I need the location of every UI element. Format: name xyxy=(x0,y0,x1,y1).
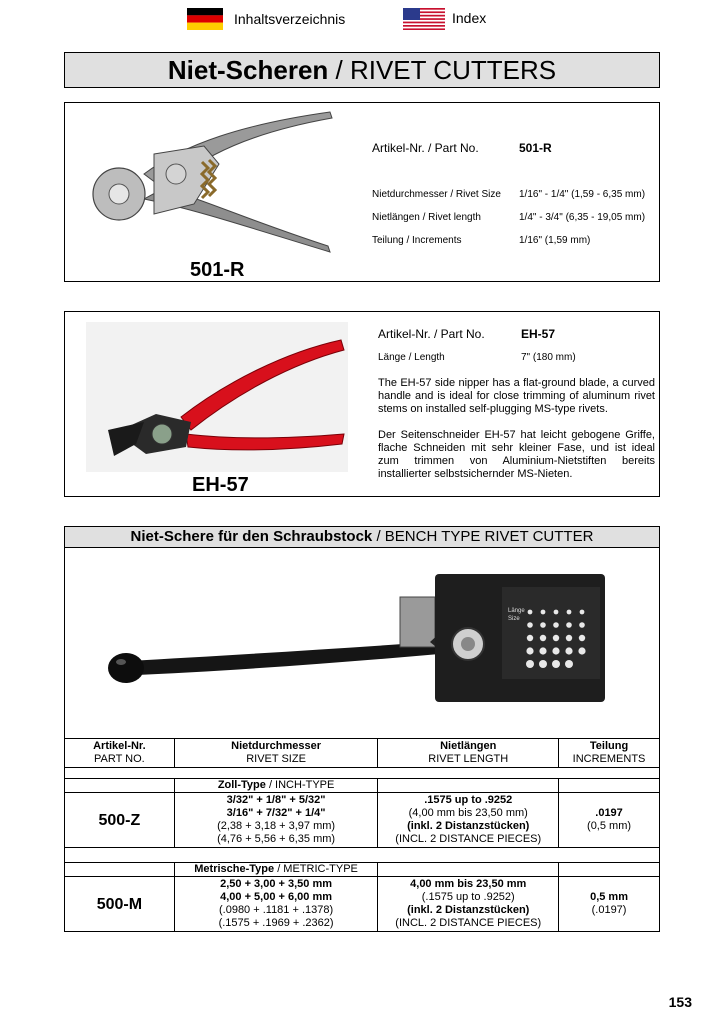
header-part-no-en: PART NO. xyxy=(94,753,145,765)
nav-index-link[interactable]: Index xyxy=(452,10,487,26)
plate-label-size: Size xyxy=(508,616,520,622)
bench-cutter-heading xyxy=(64,526,660,548)
bench-heading-bold: Niet-Schere für den Schraubstock xyxy=(130,528,373,545)
incr-500z-2: (0,5 mm) xyxy=(587,820,632,832)
page-title-rest: / RIVET CUTTERS xyxy=(328,55,557,85)
length-500m-3: (inkl. 2 Distanzstücken) xyxy=(407,904,530,916)
incr-500m-2: (.0197) xyxy=(591,904,627,916)
plate-label-laenge: Länge xyxy=(508,608,525,614)
nav-inhaltsverzeichnis-link[interactable]: Inhaltsverzeichnis xyxy=(234,11,346,27)
header-rivet-size-de: Nietdurchmesser xyxy=(231,740,322,752)
page-title xyxy=(64,52,660,88)
length-500m-2: (.1575 up to .9252) xyxy=(421,891,515,903)
inch-type-rest: / INCH-TYPE xyxy=(265,779,335,791)
rivet-length-label-501r: Nietlängen / Rivet length xyxy=(372,212,481,223)
description-de-eh57: Der Seitenschneider EH-57 hat leicht gebogene Griffe, flache Schneiden mit sehr kleiner Fase, und ist ideal zum trimmen von Aluminium-Nietstiften bereits installierter selbstsichernder MS-Nieten. xyxy=(378,429,655,480)
length-500m-4: (INCL. 2 DISTANCE PIECES) xyxy=(395,917,542,929)
rivet-length-value-501r: 1/4" - 3/4" (6,35 - 19,05 mm) xyxy=(519,212,646,223)
rivet-size-value-501r: 1/16" - 1/4" (1,59 - 6,35 mm) xyxy=(519,189,646,200)
header-increments-en: INCREMENTS xyxy=(572,753,646,765)
header-rivet-length-en: RIVET LENGTH xyxy=(428,753,509,765)
length-500z-1: .1575 up to .9252 xyxy=(424,794,513,806)
size-500m-2: 4,00 + 5,00 + 6,00 mm xyxy=(220,891,333,903)
part-no-label-eh57: Artikel-Nr. / Part No. xyxy=(378,327,485,341)
header-increments-de: Teilung xyxy=(589,740,629,752)
germany-flag-icon[interactable] xyxy=(187,8,223,30)
model-label-eh57: EH-57 xyxy=(192,474,249,496)
inch-type-row xyxy=(65,779,660,793)
header-rivet-size-en: RIVET SIZE xyxy=(246,753,306,765)
length-500z-4: (INCL. 2 DISTANCE PIECES) xyxy=(395,833,542,845)
length-500z-3: (inkl. 2 Distanzstücken) xyxy=(407,820,530,832)
part-500z: 500-Z xyxy=(65,793,175,848)
page-number: 153 xyxy=(668,994,692,1010)
table-row-500z xyxy=(65,793,660,848)
part-no-value-501r: 501-R xyxy=(519,141,552,155)
size-500z-4: (4,76 + 5,56 + 6,35 mm) xyxy=(217,833,336,845)
incr-500z-1: .0197 xyxy=(595,807,623,819)
model-label-501r: 501-R xyxy=(190,259,245,281)
description-en-eh57: The EH-57 side nipper has a flat-ground blade, a curved handle and is ideal for close trimming of aluminum rivet stems on installed self-plugging MS-type rivets. xyxy=(378,377,655,415)
size-500z-2: 3/16" + 7/32" + 1/4" xyxy=(226,807,326,819)
length-500z-2: (4,00 mm bis 23,50 mm) xyxy=(408,807,528,819)
part-no-value-eh57: EH-57 xyxy=(521,327,556,341)
bench-rivet-cutter-image xyxy=(100,572,615,722)
metric-type-rest: / METRIC-TYPE xyxy=(274,863,358,875)
part-500m: 500-M xyxy=(65,877,175,932)
page-title-bold: Niet-Scheren xyxy=(167,55,329,85)
size-500m-4: (.1575 + .1969 + .2362) xyxy=(218,917,334,929)
length-label-eh57: Länge / Length xyxy=(378,352,445,363)
increments-label-501r: Teilung / Increments xyxy=(372,235,462,246)
usa-flag-icon[interactable] xyxy=(403,8,439,30)
header-rivet-length-de: Nietlängen xyxy=(440,740,497,752)
rivet-cutter-501r-image xyxy=(84,104,334,254)
metric-type-row xyxy=(65,863,660,877)
size-500m-3: (.0980 + .1181 + .1378) xyxy=(218,904,334,916)
bench-spec-table xyxy=(64,738,660,932)
size-500z-3: (2,38 + 3,18 + 3,97 mm) xyxy=(217,820,336,832)
length-500m-1: 4,00 mm bis 23,50 mm xyxy=(410,878,527,890)
spacer-row xyxy=(65,768,660,779)
side-nipper-eh57-image xyxy=(86,322,348,472)
increments-value-501r: 1/16" (1,59 mm) xyxy=(519,235,591,246)
table-row-500m xyxy=(65,877,660,932)
table-header-row xyxy=(65,739,660,768)
incr-500m-1: 0,5 mm xyxy=(590,891,628,903)
inch-type-bold: Zoll-Type xyxy=(217,779,266,791)
rivet-size-label-501r: Nietdurchmesser / Rivet Size xyxy=(372,189,501,200)
size-500z-1: 3/32" + 1/8" + 5/32" xyxy=(226,794,326,806)
header-part-no-de: Artikel-Nr. xyxy=(93,740,146,752)
bench-heading-rest: / BENCH TYPE RIVET CUTTER xyxy=(372,528,594,545)
metric-type-bold: Metrische-Type xyxy=(194,863,275,875)
spacer-row xyxy=(65,848,660,863)
length-value-eh57: 7" (180 mm) xyxy=(521,352,576,363)
size-500m-1: 2,50 + 3,00 + 3,50 mm xyxy=(220,878,333,890)
part-no-label-501r: Artikel-Nr. / Part No. xyxy=(372,141,479,155)
